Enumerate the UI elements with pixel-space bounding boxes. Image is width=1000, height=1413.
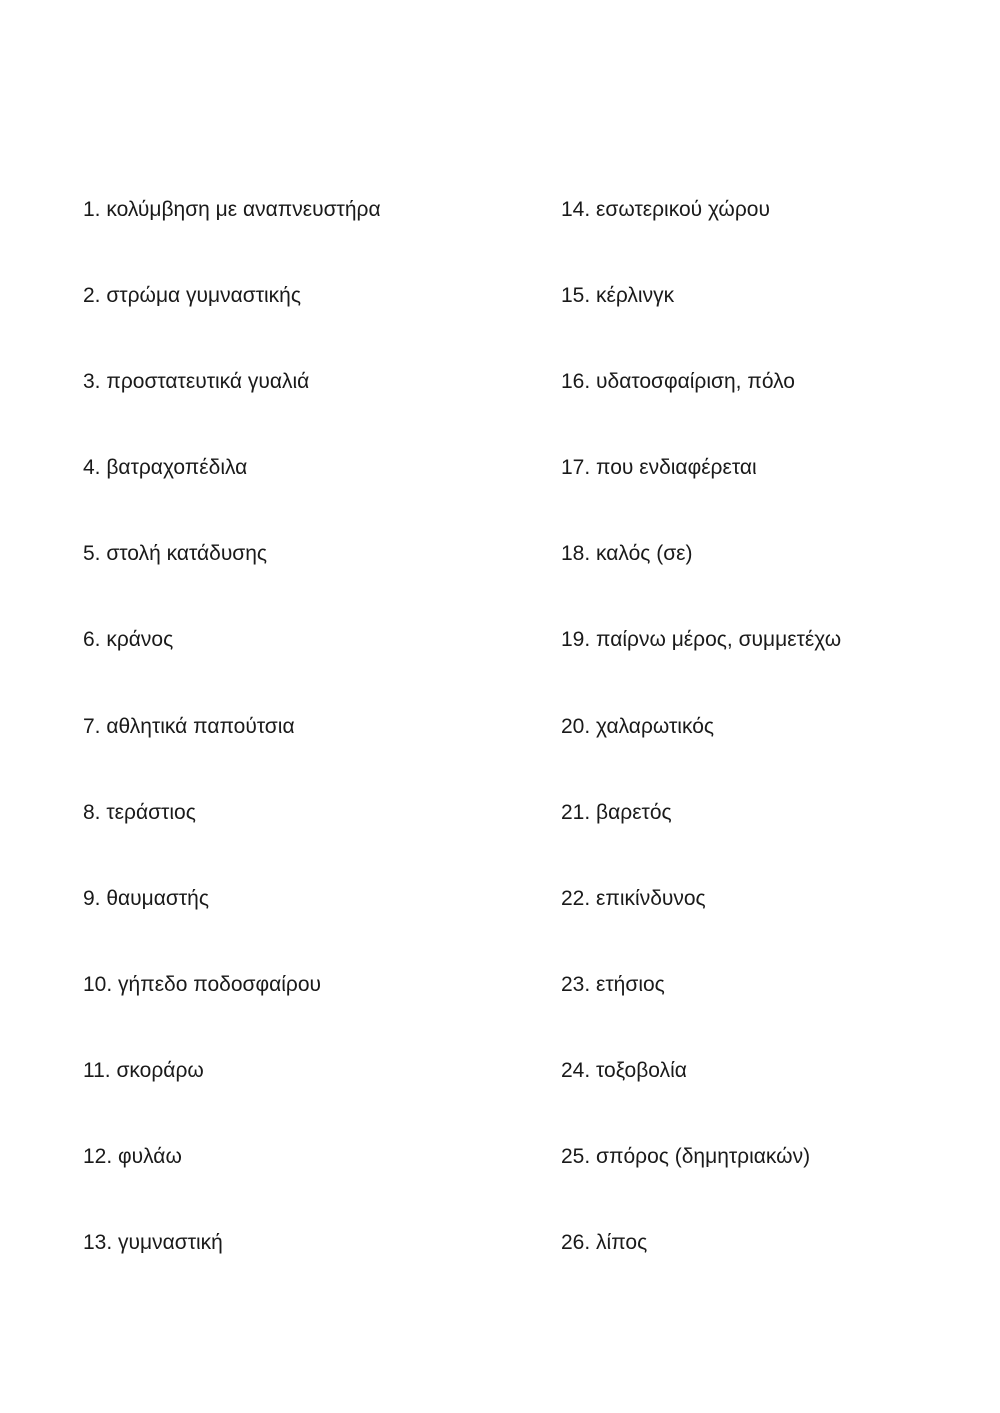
vocabulary-item: 8. τεράστιος [83, 800, 196, 824]
vocabulary-item: 13. γυμναστική [83, 1231, 223, 1255]
vocabulary-item: 23. ετήσιος [561, 972, 665, 996]
vocabulary-list-right [561, 193, 981, 1312]
vocabulary-item: 24. τοξοβολία [561, 1058, 687, 1082]
vocabulary-item: 10. γήπεδο ποδοσφαίρου [83, 972, 321, 996]
vocabulary-item: 25. σπόρος (δημητριακών) [561, 1145, 811, 1169]
vocabulary-item: 12. φυλάω [83, 1145, 182, 1169]
vocabulary-item: 18. καλός (σε) [561, 542, 693, 566]
vocabulary-item: 26. λίπος [561, 1231, 648, 1255]
vocabulary-item: 20. χαλαρωτικός [561, 714, 714, 738]
vocabulary-item: 17. που ενδιαφέρεται [561, 456, 757, 480]
vocabulary-item: 15. κέρλινγκ [561, 284, 675, 308]
vocabulary-item: 6. κράνος [83, 628, 174, 652]
vocabulary-list-left [83, 193, 523, 1312]
vocabulary-item: 4. βατραχοπέδιλα [83, 456, 248, 480]
vocabulary-item: 21. βαρετός [561, 800, 672, 824]
vocabulary-item: 3. προστατευτικά γυαλιά [83, 370, 310, 394]
vocabulary-item: 19. παίρνω μέρος, συμμετέχω [561, 628, 842, 652]
vocabulary-item: 16. υδατοσφαίριση, πόλο [561, 370, 795, 394]
vocabulary-item: 5. στολή κατάδυσης [83, 542, 268, 566]
vocabulary-item: 1. κολύμβηση με αναπνευστήρα [83, 198, 381, 221]
vocabulary-item: 9. θαυμαστής [83, 886, 209, 910]
vocabulary-item: 22. επικίνδυνος [561, 886, 706, 910]
vocabulary-item: 7. αθλητικά παπούτσια [83, 714, 295, 738]
vocabulary-item: 11. σκοράρω [83, 1058, 204, 1082]
vocabulary-item: 2. στρώμα γυμναστικής [83, 284, 301, 308]
vocabulary-item: 14. εσωτερικού χώρου [561, 198, 770, 221]
